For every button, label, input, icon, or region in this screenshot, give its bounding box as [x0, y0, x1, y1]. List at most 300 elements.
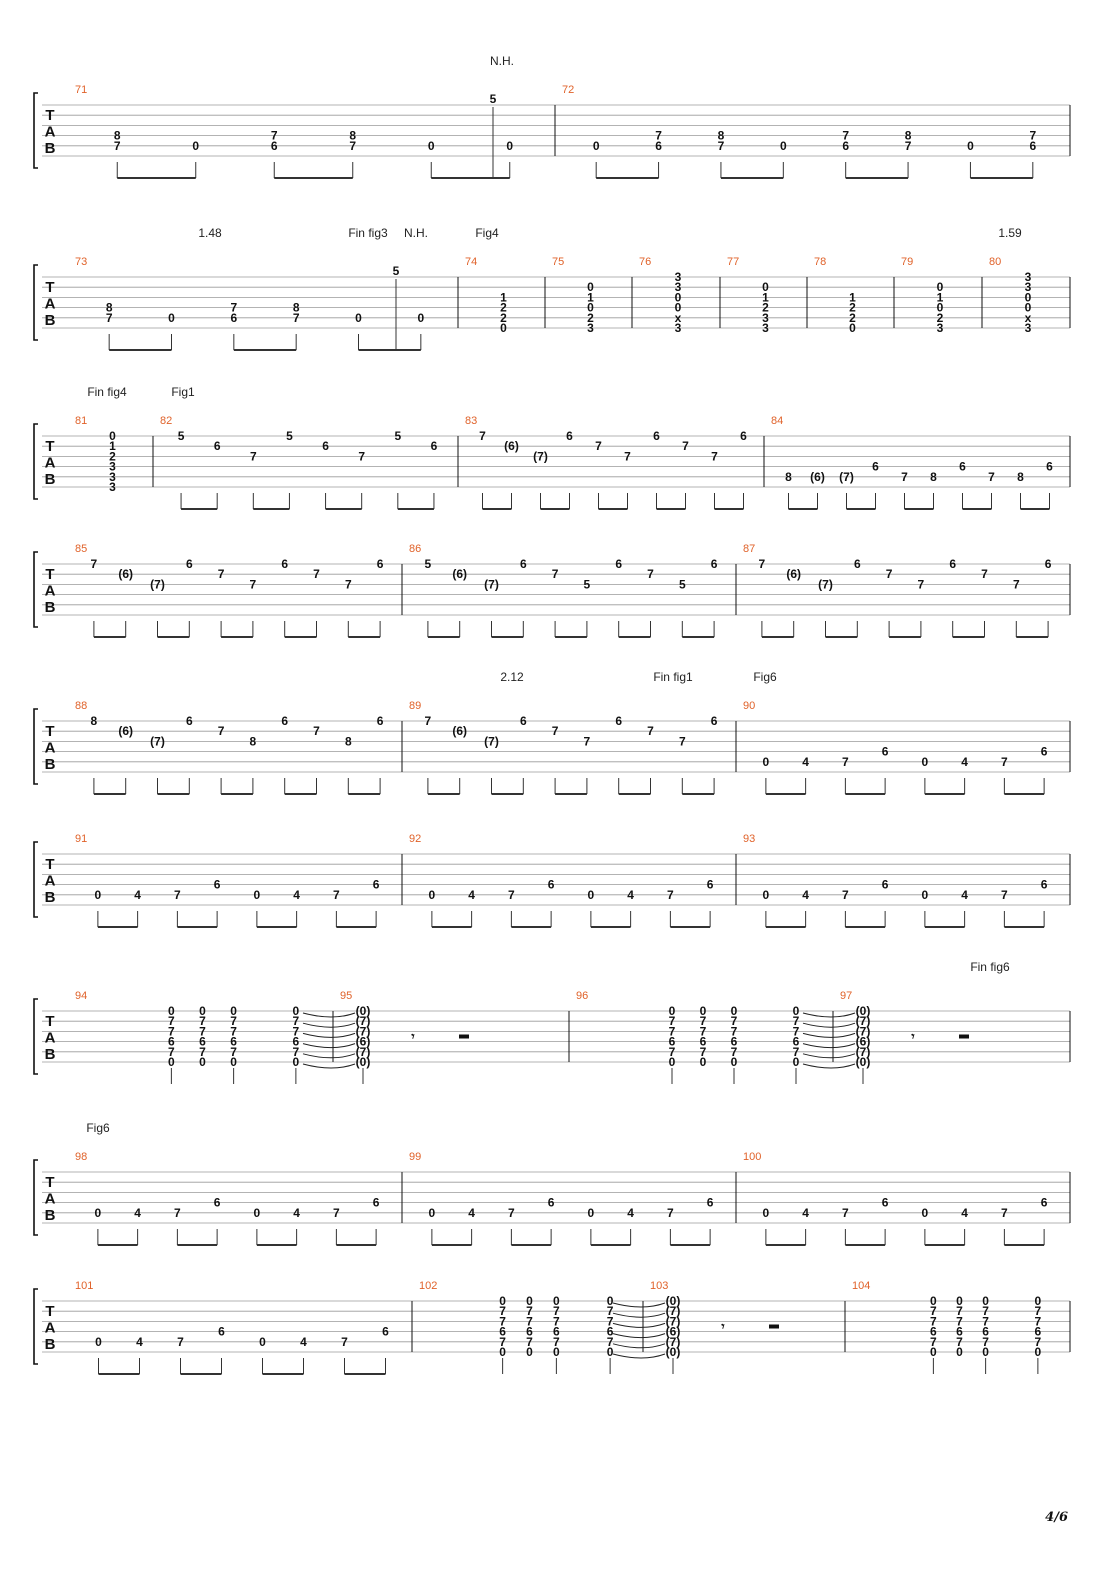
fret-number: 6: [615, 714, 623, 728]
tie-arc: [303, 1023, 355, 1027]
fret-number: 6: [699, 1034, 707, 1049]
fret-number: 5: [678, 577, 686, 592]
fret-number: 3: [762, 321, 769, 335]
tab-clef-b: B: [44, 888, 56, 906]
fret-number: 0: [921, 1205, 929, 1220]
tab-clef-b: B: [44, 311, 56, 329]
harmonic-fret: 5: [489, 92, 497, 106]
fret-number: 6: [281, 714, 289, 728]
fret-number: 4: [134, 887, 141, 902]
fret-number: 7: [1001, 754, 1008, 769]
tied-fret-number: (6): [355, 1034, 371, 1049]
fret-number: 6: [218, 1324, 225, 1339]
tab-system: [34, 226, 1070, 350]
fret-number-repeat: 7: [730, 1044, 738, 1059]
fret-number: 4: [300, 1334, 307, 1349]
section-annotation: 1.59: [998, 226, 1022, 240]
measure-number: 94: [75, 990, 88, 1002]
fret-number: 0: [592, 138, 600, 153]
tab-system: [34, 54, 1070, 178]
measure-number: 77: [727, 256, 740, 268]
tie-arc: [613, 1334, 665, 1338]
fret-number: 4: [134, 1205, 141, 1220]
tab-clef-t: T: [45, 438, 55, 456]
fret-number: 5: [177, 429, 185, 443]
fret-number: 6: [710, 557, 718, 571]
fret-number: 3: [587, 321, 594, 335]
fret-number: 0: [674, 300, 682, 315]
tie-arc: [303, 1054, 355, 1058]
fret-number: 7: [682, 439, 689, 454]
fret-number: 1: [936, 290, 944, 305]
fret-number: 7: [1029, 128, 1037, 143]
tie-arc: [613, 1354, 665, 1358]
tab-clef-t: T: [45, 856, 55, 874]
fret-number: 7: [358, 449, 366, 464]
fret-number-repeat: 7: [230, 1044, 237, 1059]
tie-arc: [613, 1344, 665, 1348]
fret-number-repeat: 0: [730, 1055, 738, 1069]
tab-clef-a: A: [44, 582, 56, 600]
fret-number-repeat: 7: [553, 1334, 560, 1349]
fret-number: 4: [136, 1334, 143, 1349]
system-bracket: [34, 1160, 38, 1235]
eighth-rest: 𝄾: [411, 1029, 415, 1044]
fret-number: 2: [109, 449, 116, 464]
harmonic-fret: 5: [392, 264, 400, 278]
fret-number: 0: [956, 1345, 963, 1359]
tab-clef-a: A: [44, 123, 56, 141]
system-bracket: [34, 552, 38, 627]
fret-number: 6: [956, 1324, 963, 1339]
fret-number: 3: [109, 459, 116, 474]
measure-number: 89: [409, 700, 422, 712]
fret-number: 7: [199, 1014, 206, 1029]
fret-number: 6: [706, 1195, 714, 1210]
fret-number-repeat: 7: [499, 1314, 506, 1329]
fret-number: 6: [322, 439, 329, 454]
fret-number-repeat: 0: [930, 1345, 937, 1359]
measure-number: 90: [743, 700, 756, 712]
tab-clef-b: B: [44, 755, 56, 773]
fret-number: 2: [500, 300, 507, 315]
fret-number: 7: [199, 1024, 206, 1039]
fret-number-repeat: 6: [930, 1324, 937, 1339]
fret-number: (7): [818, 577, 833, 592]
fret-number: 0: [762, 754, 770, 769]
fret-number-repeat: 0: [230, 1055, 237, 1069]
fret-number: 0: [936, 280, 944, 295]
fret-number-repeat: 7: [230, 1014, 237, 1029]
fret-number: 8: [105, 300, 113, 315]
fret-number: 0: [427, 138, 435, 153]
fret-number: 4: [293, 887, 300, 902]
system-bracket: [34, 842, 38, 917]
measure-number: 96: [576, 990, 589, 1002]
fret-number: (7): [484, 734, 499, 749]
fret-number: 7: [655, 128, 662, 143]
fret-number: 7: [667, 887, 674, 902]
fret-number-repeat: 7: [606, 1304, 614, 1319]
tab-clef-t: T: [45, 1013, 55, 1031]
section-annotation: Fig6: [86, 1121, 110, 1135]
fret-number: 6: [376, 714, 384, 728]
fret-number: 2: [849, 310, 856, 325]
fret-number: x: [1024, 310, 1032, 325]
fret-number: 7: [842, 754, 849, 769]
fret-number: 5: [394, 429, 402, 443]
fret-number: 6: [547, 1195, 555, 1210]
fret-number-repeat: 0: [730, 1004, 738, 1018]
fret-number-repeat: 0: [292, 1055, 300, 1069]
fret-number: 6: [547, 877, 555, 892]
measure-number: 75: [552, 256, 565, 268]
fret-number: 6: [881, 744, 889, 759]
fret-number-repeat: 6: [168, 1034, 175, 1049]
fret-number: 0: [526, 1345, 533, 1359]
fret-number: 0: [1024, 290, 1032, 305]
fret-number-repeat: 7: [168, 1024, 175, 1039]
fret-number: 6: [230, 310, 238, 325]
fret-number-repeat: 0: [1034, 1294, 1042, 1308]
fret-number: 3: [762, 310, 769, 325]
fret-number-repeat: 7: [730, 1014, 738, 1029]
fret-number: 2: [936, 310, 944, 325]
fret-number: 0: [762, 280, 769, 295]
fret-number: 0: [674, 290, 682, 305]
fret-number-repeat: 0: [1034, 1345, 1042, 1359]
fret-number: 7: [90, 557, 98, 571]
fret-number-repeat: 7: [168, 1044, 175, 1059]
fret-number-repeat: 0: [168, 1055, 175, 1069]
fret-number: 7: [624, 449, 631, 464]
tie-arc: [613, 1323, 665, 1327]
fret-number: 6: [185, 557, 193, 571]
fret-number: 0: [95, 1334, 102, 1349]
fret-number: 7: [647, 567, 654, 582]
fret-number: 6: [382, 1324, 389, 1339]
section-annotation: Fin fig1: [653, 670, 693, 684]
section-annotation: N.H.: [404, 226, 428, 240]
fret-number: 7: [526, 1334, 533, 1349]
fret-number-repeat: 0: [292, 1004, 300, 1018]
fret-number: 7: [699, 1014, 707, 1029]
fret-number: 3: [109, 480, 116, 494]
fret-number: 6: [706, 877, 714, 892]
fret-number: 4: [961, 754, 968, 769]
system-bracket: [34, 1289, 38, 1364]
fret-number: 6: [199, 1034, 206, 1049]
fret-number-repeat: 7: [499, 1304, 506, 1319]
fret-number-repeat: 7: [668, 1024, 676, 1039]
measure-number: 85: [75, 543, 88, 555]
fret-number: 7: [595, 439, 602, 454]
tab-clef-b: B: [44, 598, 56, 616]
fret-number: 6: [655, 138, 662, 153]
measure-number: 74: [465, 256, 478, 268]
fret-number: (6): [452, 724, 468, 739]
fret-number: 3: [1024, 321, 1032, 335]
fret-number-repeat: 0: [553, 1345, 560, 1359]
fret-number: 3: [674, 321, 682, 335]
fret-number: 0: [94, 1205, 102, 1220]
fret-number-repeat: 7: [792, 1024, 800, 1039]
fret-number: 7: [758, 557, 766, 571]
fret-number: 6: [376, 557, 384, 571]
fret-number-repeat: 0: [499, 1345, 506, 1359]
fret-number: 6: [519, 557, 527, 571]
fret-number: 4: [468, 887, 475, 902]
fret-number: 4: [627, 1205, 634, 1220]
fret-number-repeat: 0: [982, 1294, 989, 1308]
fret-number-repeat: 0: [168, 1004, 175, 1018]
page-number: 4/6: [1045, 1510, 1068, 1525]
tied-fret-number: (7): [665, 1334, 681, 1349]
tab-clef-b: B: [44, 1335, 56, 1353]
system-bracket: [34, 93, 38, 168]
eighth-rest: 𝄾: [721, 1319, 725, 1334]
measure-number: 93: [743, 833, 756, 845]
tab-clef-t: T: [45, 1174, 55, 1192]
system-bracket: [34, 999, 38, 1074]
fret-number: 6: [519, 714, 527, 728]
tied-fret-number: (6): [855, 1034, 871, 1049]
measure-number: 104: [852, 1280, 871, 1292]
fret-number: 0: [500, 321, 507, 335]
tied-fret-number: (6): [665, 1324, 681, 1339]
fret-number: 3: [936, 321, 944, 335]
system-bracket: [34, 265, 38, 340]
fret-number: 2: [762, 300, 769, 315]
fret-number: 0: [259, 1334, 266, 1349]
fret-number-repeat: 0: [792, 1055, 800, 1069]
tied-fret-number: (7): [665, 1304, 681, 1319]
measure-number: 83: [465, 415, 478, 427]
eighth-rest: 𝄾: [911, 1029, 915, 1044]
fret-number: 1: [849, 290, 856, 305]
fret-number: 4: [961, 887, 968, 902]
fret-number: 6: [949, 557, 957, 571]
fret-number: 6: [430, 439, 438, 454]
fret-number-repeat: 7: [982, 1304, 989, 1319]
fret-number: (6): [786, 567, 802, 582]
fret-number: 0: [699, 1004, 707, 1018]
fret-number: 0: [956, 1294, 963, 1308]
fret-number-repeat: 6: [292, 1034, 300, 1049]
fret-number: 0: [936, 300, 944, 315]
fret-number: 7: [981, 567, 988, 582]
tied-fret-number: (7): [855, 1044, 871, 1059]
fret-number: 7: [699, 1044, 707, 1059]
fret-number: 7: [1012, 577, 1020, 592]
fret-number: 4: [802, 754, 809, 769]
tie-arc: [803, 1054, 855, 1058]
tied-fret-number: (0): [665, 1294, 681, 1308]
fret-number: (7): [150, 734, 165, 749]
fret-number-repeat: 6: [1034, 1324, 1042, 1339]
measure-number: 79: [901, 256, 914, 268]
fret-number-repeat: 6: [230, 1034, 237, 1049]
fret-number: 3: [674, 270, 682, 284]
measure-number: 101: [75, 1280, 94, 1292]
fret-number: 0: [921, 887, 929, 902]
tied-fret-number: (0): [355, 1004, 371, 1018]
fret-number: 7: [842, 128, 850, 143]
fret-number: 4: [961, 1205, 968, 1220]
fret-number-repeat: 7: [1034, 1304, 1042, 1319]
fret-number: 2: [587, 310, 594, 325]
tab-system: [34, 833, 1070, 927]
fret-number: 0: [1024, 300, 1032, 315]
fret-number: 7: [988, 469, 995, 484]
tied-fret-number: (7): [355, 1014, 371, 1029]
fret-number-repeat: 7: [930, 1334, 937, 1349]
half-rest: [459, 1035, 469, 1039]
fret-number: 7: [333, 887, 340, 902]
measure-number: 80: [989, 256, 1002, 268]
fret-number-repeat: 0: [668, 1004, 676, 1018]
fret-number: 7: [526, 1314, 533, 1329]
fret-number: 8: [1017, 469, 1024, 484]
fret-number-repeat: 6: [553, 1324, 560, 1339]
fret-number: 7: [199, 1044, 206, 1059]
tie-arc: [613, 1313, 665, 1317]
fret-number: 7: [901, 469, 908, 484]
measure-number: 72: [562, 84, 575, 96]
fret-number: 0: [849, 321, 856, 335]
measure-number: 100: [743, 1151, 762, 1163]
fret-number: 0: [199, 1004, 206, 1018]
fret-number: 7: [292, 310, 300, 325]
fret-number: 6: [710, 714, 718, 728]
fret-number: 7: [174, 1205, 181, 1220]
fret-number: 6: [1044, 557, 1052, 571]
tie-arc: [803, 1033, 855, 1037]
fret-number: (6): [452, 567, 468, 582]
fret-number: 0: [762, 1205, 770, 1220]
fret-number: 7: [313, 724, 320, 739]
fret-number: 6: [881, 877, 889, 892]
fret-number-repeat: 6: [792, 1034, 800, 1049]
tab-clef-t: T: [45, 566, 55, 584]
fret-number: 4: [468, 1205, 475, 1220]
fret-number-repeat: 7: [982, 1314, 989, 1329]
tie-arc: [803, 1044, 855, 1048]
fret-number: 7: [1001, 887, 1008, 902]
fret-number: 8: [785, 469, 792, 484]
fret-number: 0: [506, 138, 514, 153]
tie-arc: [303, 1044, 355, 1048]
tied-fret-number: (0): [665, 1345, 681, 1359]
measure-number: 92: [409, 833, 422, 845]
fret-number: 6: [872, 459, 879, 474]
tab-clef-b: B: [44, 1206, 56, 1224]
fret-number: 0: [355, 310, 362, 325]
fret-number: 7: [956, 1314, 963, 1329]
fret-number: 0: [94, 887, 102, 902]
section-annotation: Fin fig4: [87, 385, 127, 399]
fret-number: 6: [566, 429, 573, 443]
fret-number-repeat: 0: [606, 1345, 614, 1359]
fret-number-repeat: 7: [1034, 1314, 1042, 1329]
fret-number: (6): [504, 439, 519, 454]
fret-number: (7): [533, 449, 548, 464]
tied-fret-number: (7): [855, 1024, 871, 1039]
measure-number: 103: [650, 1280, 669, 1292]
fret-number: 7: [177, 1334, 184, 1349]
fret-number: 7: [956, 1334, 963, 1349]
fret-number: 7: [678, 734, 686, 749]
fret-number-repeat: 6: [668, 1034, 676, 1049]
fret-number: 6: [1040, 744, 1048, 759]
tab-clef-b: B: [44, 1045, 56, 1063]
fret-number: 6: [959, 459, 966, 474]
fret-number: 0: [967, 138, 974, 153]
section-annotation: Fig6: [753, 670, 777, 684]
section-annotation: Fin fig6: [970, 960, 1010, 974]
fret-number: 8: [292, 300, 300, 315]
tab-clef-a: A: [44, 739, 56, 757]
fret-number: 7: [551, 724, 559, 739]
measure-number: 102: [419, 1280, 438, 1292]
fret-number: 7: [217, 724, 225, 739]
measure-number: 78: [814, 256, 827, 268]
measure-number: 91: [75, 833, 88, 845]
section-annotation: Fin fig3: [348, 226, 388, 240]
measure-number: 81: [75, 415, 88, 427]
fret-number: 8: [930, 469, 937, 484]
measure-number: 98: [75, 1151, 88, 1163]
fret-number: (6): [118, 567, 134, 582]
fret-number-repeat: 0: [668, 1055, 676, 1069]
fret-number: 6: [653, 429, 660, 443]
tie-arc: [303, 1033, 355, 1037]
fret-number-repeat: 0: [930, 1294, 937, 1308]
fret-number: 7: [174, 887, 181, 902]
fret-number-repeat: 7: [930, 1314, 937, 1329]
measure-number: 76: [639, 256, 652, 268]
fret-number: 7: [583, 734, 591, 749]
fret-number: 0: [109, 429, 116, 443]
tab-system: [34, 1121, 1070, 1245]
fret-number: 7: [249, 449, 257, 464]
fret-number: 2: [500, 310, 507, 325]
measure-number: 84: [771, 415, 784, 427]
fret-number-repeat: 7: [792, 1044, 800, 1059]
tab-system: [34, 543, 1070, 637]
fret-number: 6: [526, 1324, 533, 1339]
tied-fret-number: (0): [855, 1055, 871, 1069]
fret-number: 6: [615, 557, 623, 571]
fret-number: 6: [853, 557, 861, 571]
fret-number: 7: [424, 714, 432, 728]
tied-fret-number: (0): [355, 1055, 371, 1069]
fret-number: 8: [90, 714, 98, 728]
section-annotation: N.H.: [490, 54, 514, 68]
fret-number: 5: [286, 429, 293, 443]
fret-number: 0: [526, 1294, 533, 1308]
half-rest: [959, 1035, 969, 1039]
fret-number: 6: [1040, 1195, 1048, 1210]
measure-number: 95: [340, 990, 353, 1002]
fret-number-repeat: 0: [499, 1294, 506, 1308]
fret-number: 7: [313, 567, 320, 582]
fret-number: x: [674, 310, 682, 325]
fret-number: 8: [344, 734, 352, 749]
fret-number: 0: [587, 887, 595, 902]
fret-number-repeat: 7: [230, 1024, 237, 1039]
fret-number-repeat: 7: [930, 1304, 937, 1319]
